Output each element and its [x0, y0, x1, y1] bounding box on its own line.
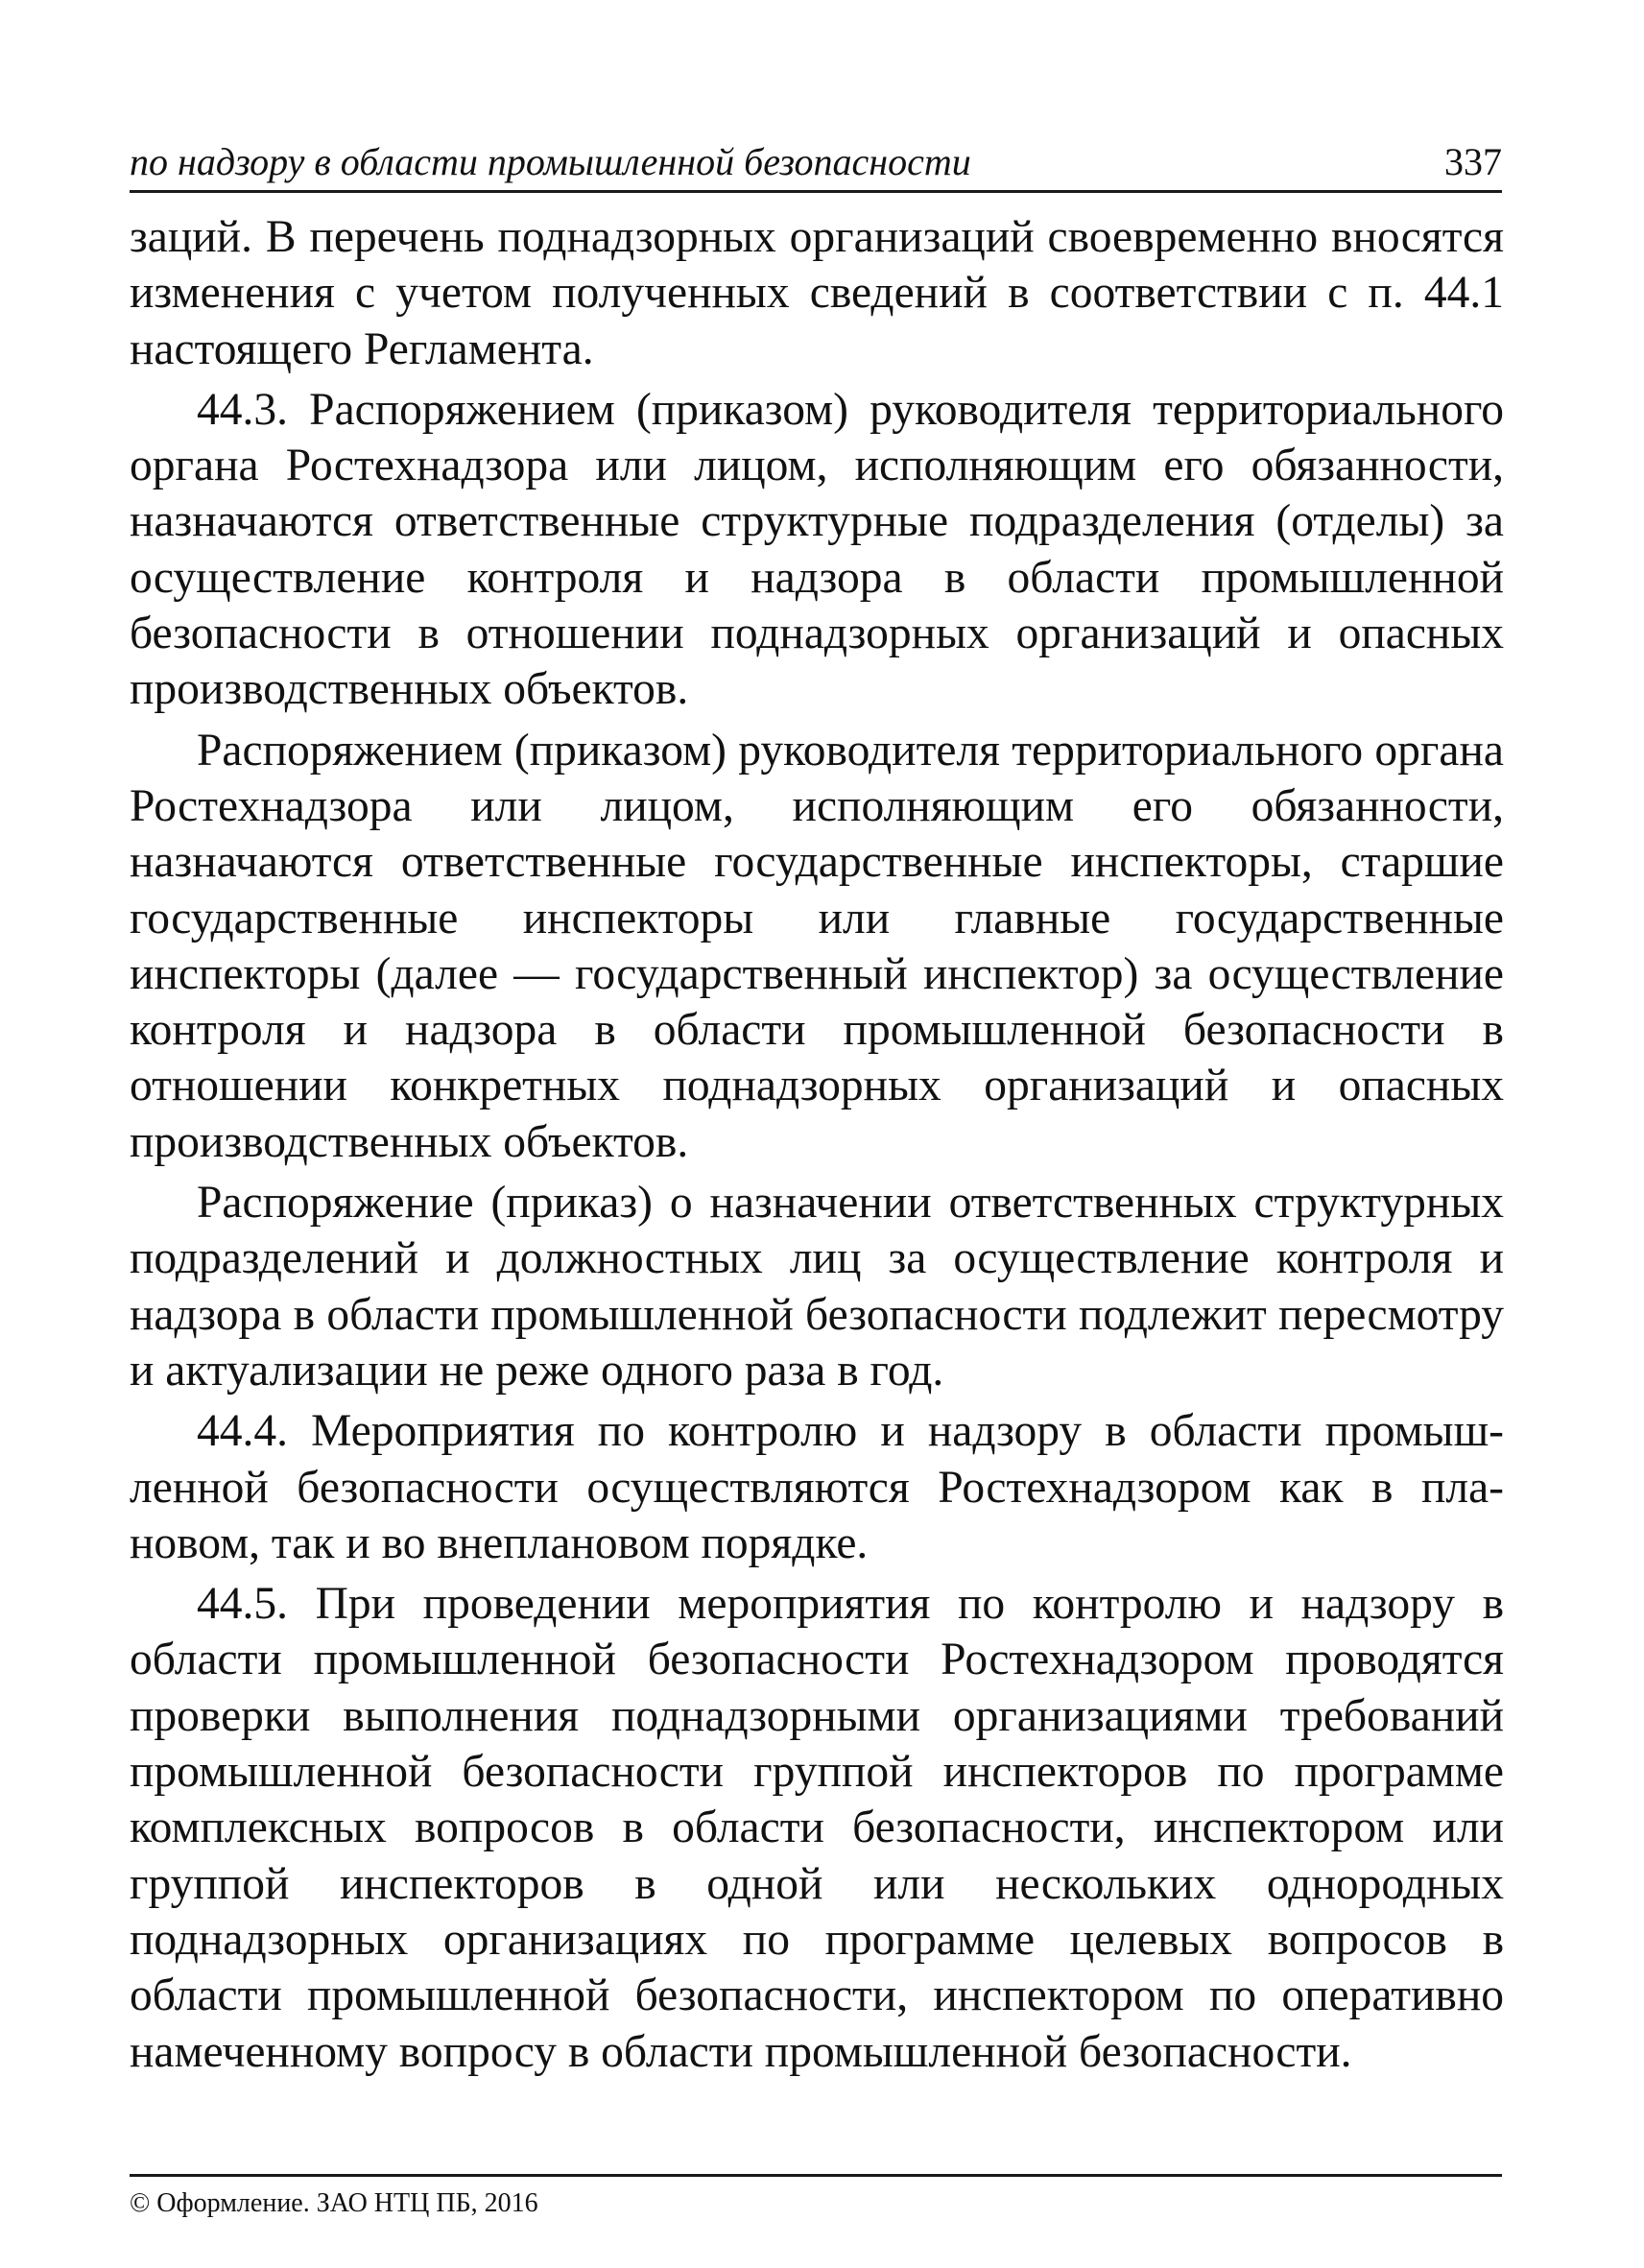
paragraph-44-3: 44.3. Распоряжением (приказом) руководителя территориального органа Ростехнадзора или лицом, исполняющим его обязанности, назначаются ответственные структурные подразделения (отделы) за осуществление контроля и надзора в области промышленной безопасности в отношении поднадзорных организаций и опасных производственных объектов.: [130, 384, 1504, 715]
paragraph-44-5: 44.5. При проведении мероприятия по контролю и надзору в области промышленной безопасности Ростехнадзором проводятся проверки выполнения поднадзорными организациями требований промышленной безопасности группой инспекторов по программе комплексных вопросов в области безопасности, инспектором или группой инспекторов в одной или нескольких однородных поднадзорных организациях по программе целевых вопросов в области промышленной безопасности, инспектором по оперативно намеченному вопросу в области промышленной безопасности.: [130, 1579, 1504, 2077]
footer-copyright: © Оформление. ЗАО НТЦ ПБ, 2016: [130, 2188, 538, 2218]
paragraph-44-4: 44.4. Мероприятия по контролю и надзору в области промышленной безопасности осуществляются Ростехнадзором как в плановом, так и во внеплановом порядке.: [130, 1406, 1504, 1568]
page-number: 337: [1444, 140, 1502, 183]
paragraph-inspectors-assignment: Распоряжением (приказом) руководителя территориального органа Ростехнадзора или лицом, исполняющим его обязанности, назначаются ответственные государственные инспекторы, старшие государственные инспекторы или главные государственные инспекторы (далее — государственный инспектор) за осуществление контроля и надзора в области промышленной безопасности в отношении конкретных поднадзорных организаций и опасных производственных объектов.: [130, 725, 1504, 1167]
footer-divider: [130, 2174, 1502, 2177]
paragraph-order-review: Распоряжение (приказ) о назначении ответственных структурных подразделений и должностных лиц за осуществление контроля и надзора в области промышленной безопасности подлежит пересмотру и актуализации не реже одного раза в год.: [130, 1178, 1504, 1396]
paragraph-continuation: заций. В перечень поднадзорных организаций своевременно вносятся изменения с учетом полученных сведений в соответствии с п. 44.1 настоящего Регламента.: [130, 212, 1504, 374]
body-text: [130, 209, 1504, 2085]
running-header-title: по надзору в области промышленной безопасности: [130, 140, 971, 183]
running-header: [130, 134, 1502, 193]
